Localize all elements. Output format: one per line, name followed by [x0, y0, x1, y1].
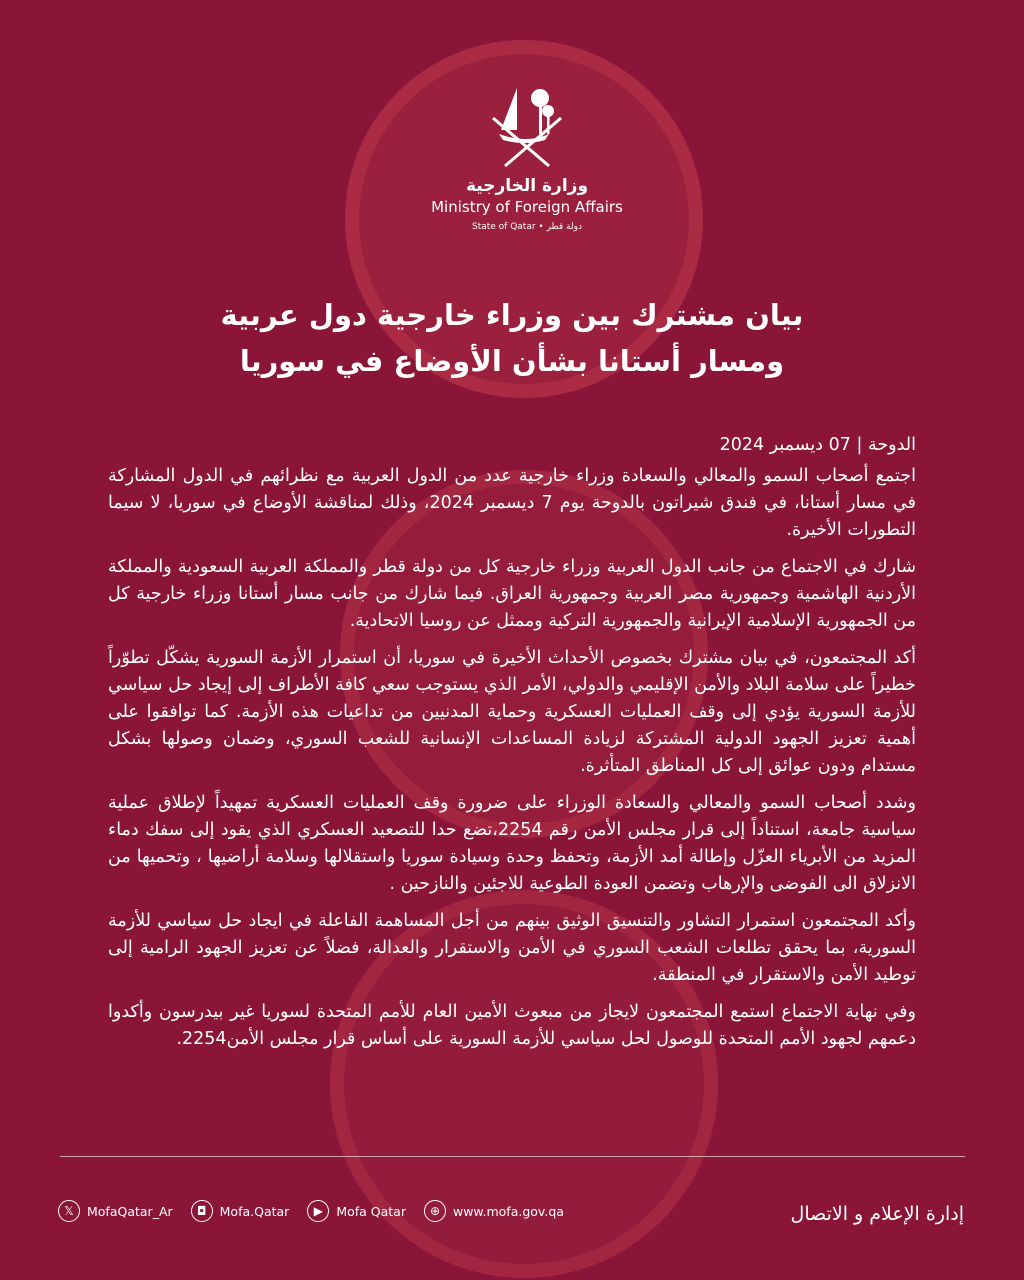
youtube-icon: ▶	[307, 1200, 329, 1222]
title-line-1: بيان مشترك بين وزراء خارجية دول عربية	[220, 298, 804, 332]
footer-divider	[60, 1156, 965, 1157]
instagram-icon: ◘	[191, 1200, 213, 1222]
ministry-name-ar: وزارة الخارجية	[465, 176, 589, 196]
instagram-link[interactable]	[191, 1200, 290, 1222]
website-url: www.mofa.gov.qa	[452, 1203, 564, 1219]
youtube-handle: Mofa Qatar	[336, 1203, 406, 1219]
x-handle: MofaQatar_Ar	[87, 1203, 173, 1219]
emblem-icon	[487, 80, 567, 170]
dateline: الدوحة | 07 ديسمبر 2024	[719, 435, 916, 455]
paragraph: وشدد أصحاب السمو والمعالي والسعادة الوزراء على ضرورة وقف العمليات العسكرية تمهيداً لإطلاق عملية سياسية جامعة، استناداً إلى قرار مجلس الأمن رقم 2254،تضع حدا للتصعيد العسكري الذي يقود إلى سفك دماء المزيد من الأبرياء العزّل وإطالة أمد الأزمة، وتحفظ وحدة وسيادة سوريا واستقلالها وسلامة أراضيها ، وتحميها من الانزلاق الى الفوضى والإرهاب وتضمن العودة الطوعية للاجئين والنازحين .	[108, 793, 916, 894]
globe-icon: ⊕	[424, 1200, 446, 1222]
website-link[interactable]	[424, 1200, 564, 1222]
youtube-link[interactable]	[307, 1200, 406, 1222]
statement-title	[100, 292, 924, 384]
paragraph: أكد المجتمعون، في بيان مشترك بخصوص الأحداث الأخيرة في سوريا، أن استمرار الأزمة السورية يشكّل تطوّراً خطيراً على سلامة البلاد والأمن الإقليمي والدولي، الأمر الذي يستوجب سعي كافة الأطراف إلى إيجاد حل سياسي للأزمة السورية يؤدي إلى وقف العمليات العسكرية وحماية المدنيين من تداعيات هذه الأزمة. كما توافقوا على أهمية تعزيز الجهود الدولية المشتركة لزيادة المساعدات الإنسانية للشعب السوري، وضمان وصولها بشكل مستدام ودون عوائق إلى كل المناطق المتأثرة.	[108, 648, 916, 776]
x-link[interactable]	[58, 1200, 173, 1222]
statement-body	[108, 432, 916, 1063]
paragraph: وفي نهاية الاجتماع استمع المجتمعون لايجاز من مبعوث الأمين العام للأمم المتحدة لسوريا غير بيدرسون وأكدوا دعمهم لجهود الأمم المتحدة للوصول لحل سياسي للأزمة السورية على أساس قرار مجلس الأمن2254.	[108, 1002, 916, 1049]
ministry-logo	[412, 80, 642, 232]
department-name: إدارة الإعلام و الاتصال	[790, 1203, 964, 1225]
state-label: State of Qatar • دولة قطر	[471, 222, 583, 232]
x-icon: 𝕏	[58, 1200, 80, 1222]
ministry-name-en: Ministry of Foreign Affairs	[431, 198, 623, 216]
paragraph: اجتمع أصحاب السمو والمعالي والسعادة وزراء خارجية عدد من الدول العربية مع نظرائهم في الدول المشاركة في مسار أستانا، في فندق شيراتون بالدوحة يوم 7 ديسمبر 2024، وذلك لمناقشة الأوضاع في سوريا، لا سيما التطورات الأخيرة.	[108, 466, 916, 540]
social-links	[58, 1200, 564, 1222]
paragraph: وأكد المجتمعون استمرار التشاور والتنسيق الوثيق بينهم من أجل المساهمة الفاعلة في ايجاد حل سياسي للأزمة السورية، بما يحقق تطلعات الشعب السوري في الأمن والاستقرار والعدالة، فضلاً عن تعزيز الجهود الرامية إلى توطيد الأمن والاستقرار في المنطقة.	[108, 911, 916, 985]
instagram-handle: Mofa.Qatar	[219, 1203, 290, 1219]
paragraph: شارك في الاجتماع من جانب الدول العربية وزراء خارجية كل من دولة قطر والمملكة العربية السعودية والمملكة الأردنية الهاشمية وجمهورية مصر العربية وجمهورية العراق. فيما شارك من جانب مسار أستانا وزراء خارجية كل من الجمهورية الإسلامية الإيرانية والجمهورية التركية وممثل عن روسيا الاتحادية.	[108, 557, 916, 631]
title-line-2: ومسار أستانا بشأن الأوضاع في سوريا	[239, 344, 785, 378]
